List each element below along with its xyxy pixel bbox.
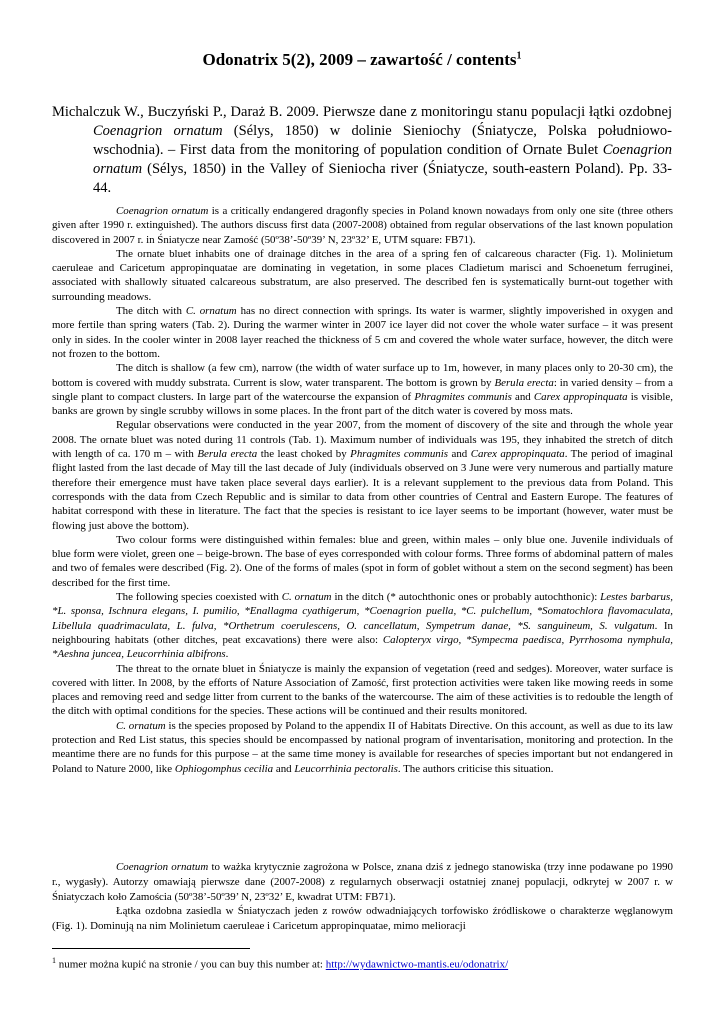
paragraph-text: . In neighbouring habitats (other ditches, peat excavations) there were also: — [52, 619, 673, 646]
article-citation — [52, 103, 672, 198]
abstract-paragraph-9 — [52, 719, 673, 776]
paragraph-text: to ważka krytycznie zagrożona w Polsce, znana dziś z jednego stanowiska (trzy inne podawane po 1990 r., wygasły). Autorzy omawiają pierwsze dane (2007-2008) z regularnych obserwacji ostatniej znanej populacji, odkrytej w 2007 r. w Śniatyczach koło Zamościa (50º38’-50º39’ N, 23º32’ E, kwadrat UTM: FB71). — [52, 861, 673, 903]
paragraph-text: Regular observations were conducted in the year 2007, from the moment of discovery of the site and through the whole year 2008. The ornate bluet was noted during 11 controls (Tab. 1). Maximum number of individuals was 195, they inhabited the stretch of ditch with length of ca. 170 m – with — [52, 419, 673, 461]
species-name: Coenagrion ornatum — [116, 205, 209, 217]
citation-authors: Michalczuk W., Buczyński P., Daraż B. 2009. — [52, 104, 319, 120]
paragraph-text: . The period of imaginal flight lasted from the last decade of May till the last decade of July (individuals observed on 3 June were very numerous and partially mature therefore their emergence must have taken place several days earlier). It is a relevant supplement to the previous data from Poland. This corresponds with the data from Czech Republic and is similar to data from other countries of Central and Eastern Europe. The features of habitat correspond with these in literature. The fact that the species is resistant to ice layer seems to be important (however, water must be flowing just above the bottom). — [52, 448, 673, 532]
paragraph-text: : in varied density – from a single plant to compact clusters. In large part of the watercourse the expansion of — [52, 376, 673, 403]
footnote-divider — [52, 948, 250, 949]
abstract-paragraph-2 — [52, 247, 673, 304]
footnote-link[interactable]: http://wydawnictwo-mantis.eu/odonatrix/ — [325, 958, 509, 971]
paragraph-text: Łątka ozdobna zasiedla w Śniatyczach jeden z rowów odwadniających torfowisko źródliskowe o charakterze węglanowym (Fig. 1). Dominują na nim Molinietum caeruleae i Caricetum appropinquatae, mimo melioracji — [52, 905, 673, 933]
paragraph-text: The ditch is shallow (a few cm), narrow (the width of water surface up to 1m, however, in many places only to 20-30 cm), the bottom is covered with muddy substrata. Current is slow, water transparent. The bottom is grown by — [52, 362, 673, 389]
abstract-paragraph-4 — [52, 361, 673, 418]
abstract-paragraph-1 — [52, 204, 673, 247]
species-name: C. ornatum — [281, 591, 332, 604]
paragraph-text: is a critically endangered dragonfly species in Poland known nowadays from only one site (three others given after 1990 r. extinguished). The authors discuss first data (2007-2008) obtained from regular observations of the last known population discovered in 2007 r. in Śniatycze near Zamość (50º38’-50º39’ N, 23º32’ E, UTM square: FB71). — [52, 205, 673, 246]
paragraph-text: is visible, banks are grown by single scrubby willows in some places. In the front part of the ditch water is covered by moss mats. — [52, 390, 673, 418]
citation-species: Coenagrion ornatum — [93, 123, 223, 139]
abstract-paragraph-7 — [52, 590, 673, 661]
species-list: Lestes barbarus, *L. sponsa, Ischnura elegans, I. pumilio, *Enallagma cyathigerum, *Coenagrion puella, *C. pulchellum, *Somatochlora flavomaculata, Libellula quadrimaculata, L. fulva, *Orthetrum coerulescens, O. cancellatum, Sympetrum danae, *S. sanguineum, S. vulgatum — [52, 591, 673, 632]
citation-title-pl-1: Pierwsze dane z monitoringu stanu populacji łątki ozdobnej — [322, 104, 672, 120]
paragraph-text: . — [225, 648, 229, 661]
polish-paragraph-1 — [52, 860, 673, 904]
page-title — [0, 50, 724, 70]
paragraph-text: the least choked by — [260, 448, 347, 461]
footnote-reference: 1 — [516, 50, 522, 62]
species-name: C. ornatum — [185, 305, 237, 318]
species-name: Phragmites communis — [414, 390, 512, 403]
species-name: Berula erecta — [197, 448, 258, 461]
footnote — [52, 956, 672, 971]
paragraph-text: in the ditch (* autochthonic ones or probably autochthonic): — [334, 591, 598, 604]
abstract-paragraph-3 — [52, 304, 673, 361]
species-name: Leucorrhinia pectoralis — [294, 762, 398, 775]
citation-species-en: Coenagrion ornatum — [93, 142, 672, 177]
footnote-text: numer można kupić na stronie / you can buy this number at: — [58, 958, 323, 971]
species-name: Ophiogomphus cecilia — [174, 762, 274, 775]
paragraph-text: The threat to the ornate bluet in Śniatycze is mainly the expansion of vegetation (reed and sedges). Moreover, water surface is covered with litter. In 2008, by the efforts of Nature Association of Zamość, first protection activities were taken like mowing reeds in some places and removing reed and sedge litter from current to the banks of the watercourse. The aim of these activities is to redouble the length of the ditch with optimal conditions for the species. These actions will be continued and their results monitored. — [52, 662, 673, 718]
paragraph-text: The ditch with — [116, 305, 182, 318]
paragraph-text: has no direct connection with springs. Its water is warmer, slightly impoverished in oxygen and more fertile than spring waters (Tab. 2). During the warmer winter in 2007 ice layer did not cover the whole water surface – it was present only in sides. In the cooler winter in 2008 layer reached the thickness of 5 cm and covered the whole water surface, however, the ditch were not frozen to the bottom. — [52, 305, 673, 360]
citation-title-pl-2: (Sélys, 1850) w dolinie Sieniochy (Śniatycze, Polska południowo-wschodnia). — [93, 123, 672, 158]
polish-summary — [52, 860, 673, 934]
species-name: C. ornatum — [116, 719, 166, 732]
paragraph-text: . The authors criticise this situation. — [397, 762, 554, 775]
species-name: Carex appropinquata — [533, 390, 628, 403]
paragraph-text: is the species proposed by Poland to the appendix II of Habitats Directive. On this account, as well as due to its law protection and Red List status, this species should be encompassed by national program of inventarisation, monitoring and protection. In the meantime there are no funds for this purpose – at the same time money is available for researches of species important but not endangered in Poland to Nature 2000, like — [52, 719, 673, 775]
citation-title-en-2: (Sélys, 1850) in the Valley of Sieniocha river (Śniatycze, south-eastern Poland). Pp. 33-44. — [93, 161, 673, 196]
species-name: Carex appropinquata — [470, 448, 565, 461]
species-name: Phragmites communis — [350, 448, 449, 461]
paragraph-text: The ornate bluet inhabits one of drainage ditches in the area of a spring fen of calcareous character (Fig. 1). Molinietum caeruleae and Caricetum appropinquatae are dominating in vegetation, in some places Cladietum marisci and Schoenetum ferruginei, associated with shallowly situated calcareous substratum, are also preserved. The described fen is systematically burnt-out together with surrounding meadows. — [52, 247, 673, 303]
paragraph-text: Two colour forms were distinguished within females: blue and green, within males – only blue one. Juvenile individuals of blue form were violet, green one – beige-brown. The base of eyes corresponded with colour forms. Three forms of abdominal pattern of males and two of females were described (Fig. 2). One of the forms of males (spot in form of goblet without a stem on the second segment) has been described for the first time. — [52, 533, 673, 589]
footnote-mark: 1 — [52, 956, 56, 965]
abstract-paragraph-8 — [52, 662, 673, 719]
species-name: Coenagrion ornatum — [116, 861, 209, 873]
paragraph-text: The following species coexisted with — [116, 591, 279, 604]
title-text: Odonatrix 5(2), 2009 – zawartość / contents — [202, 50, 517, 69]
species-name: Berula erecta — [494, 376, 554, 389]
polish-paragraph-2 — [52, 904, 673, 934]
paragraph-text: and — [275, 762, 292, 775]
paragraph-text: and — [451, 448, 468, 461]
abstract-paragraph-6 — [52, 533, 673, 590]
citation-title-en-1: – First data from the monitoring of population condition of Ornate Bulet — [168, 142, 599, 158]
english-abstract — [52, 204, 673, 776]
species-list: Calopteryx virgo, *Sympecma paedisca, Pyrrhosoma nymphula, *Aeshna juncea, Leucorrhinia albifrons — [52, 633, 673, 661]
paragraph-text: and — [515, 390, 531, 403]
abstract-paragraph-5 — [52, 418, 673, 532]
